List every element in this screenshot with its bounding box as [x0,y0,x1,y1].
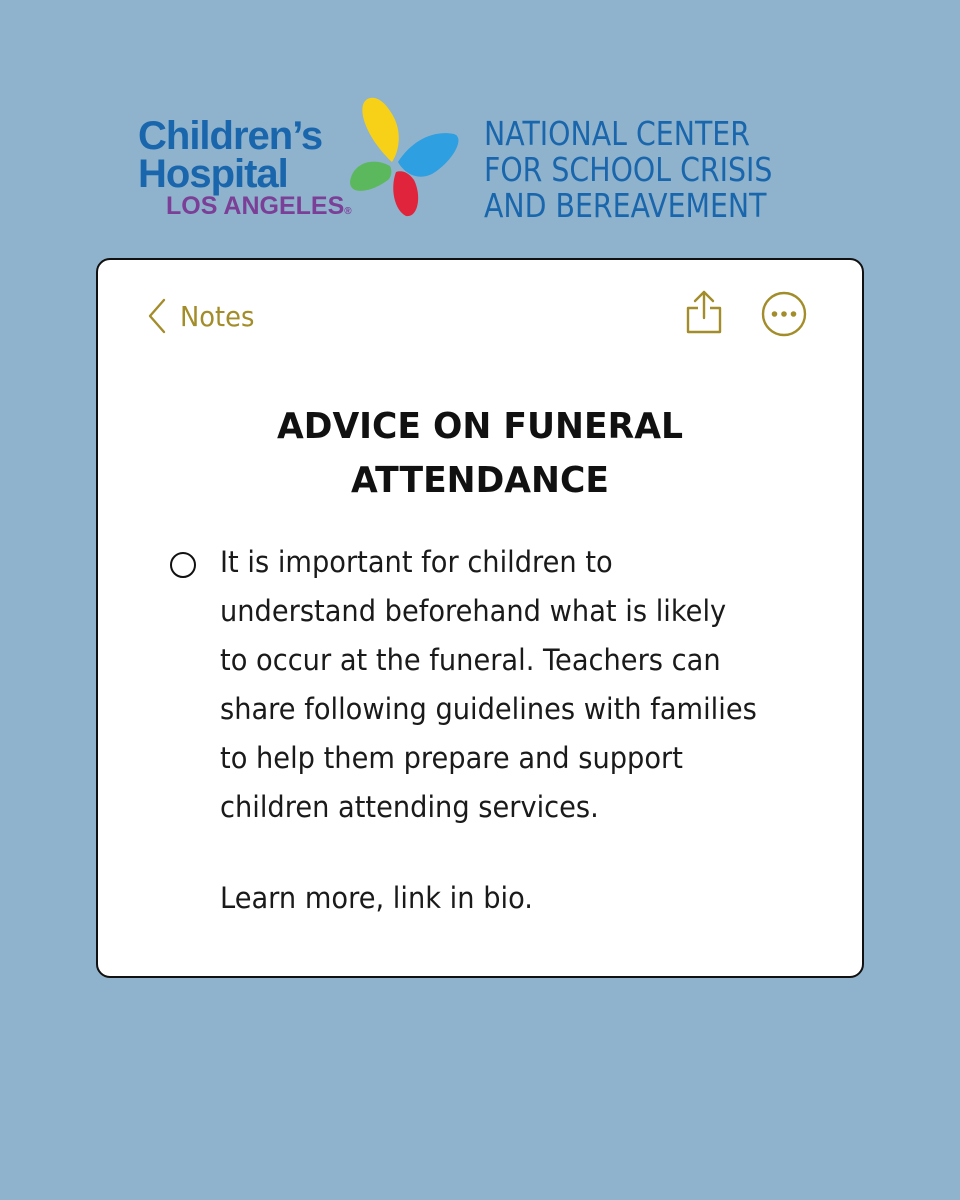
share-button[interactable] [684,288,724,336]
checklist-line: It is important for children to [220,545,613,579]
checklist-item-text[interactable] [220,538,793,832]
ncscb-wordmark [484,116,794,224]
checklist-item-checkbox[interactable] [170,552,196,578]
chla-los-angeles: LOS ANGELES [166,192,345,220]
ncscb-line1: NATIONAL CENTER [484,114,750,153]
notes-card [96,258,864,978]
note-title-line2: ATTENDANCE [351,460,609,501]
more-options-icon [760,290,808,338]
registered-mark: ® [344,206,352,217]
checklist-line: understand beforehand what is likely [220,594,727,628]
checklist-line: share following guidelines with families [220,692,757,726]
checklist-line: children attending services. [220,790,599,824]
note-title-line1: ADVICE ON FUNERAL [277,406,683,447]
back-label: Notes [180,299,255,333]
ncscb-line3: AND BEREAVEMENT [484,186,767,225]
chla-wordmark-line3 [166,194,352,219]
more-options-button[interactable] [760,290,808,338]
butterfly-logo-icon [342,92,462,222]
note-title [113,400,846,508]
checklist-line: to occur at the funeral. Teachers can [220,643,721,677]
chevron-left-icon [146,296,168,336]
learn-more-text[interactable]: Learn more, link in bio. [220,881,533,915]
chla-logo [136,92,476,230]
checklist-line: to help them prepare and support [220,741,683,775]
ncscb-line2: FOR SCHOOL CRISIS [484,150,773,189]
share-icon [684,288,724,336]
chla-wordmark-line2: Hospital [138,152,288,196]
chla-wordmark-line1: Children’s [138,114,323,158]
back-to-notes-button[interactable] [146,296,261,336]
